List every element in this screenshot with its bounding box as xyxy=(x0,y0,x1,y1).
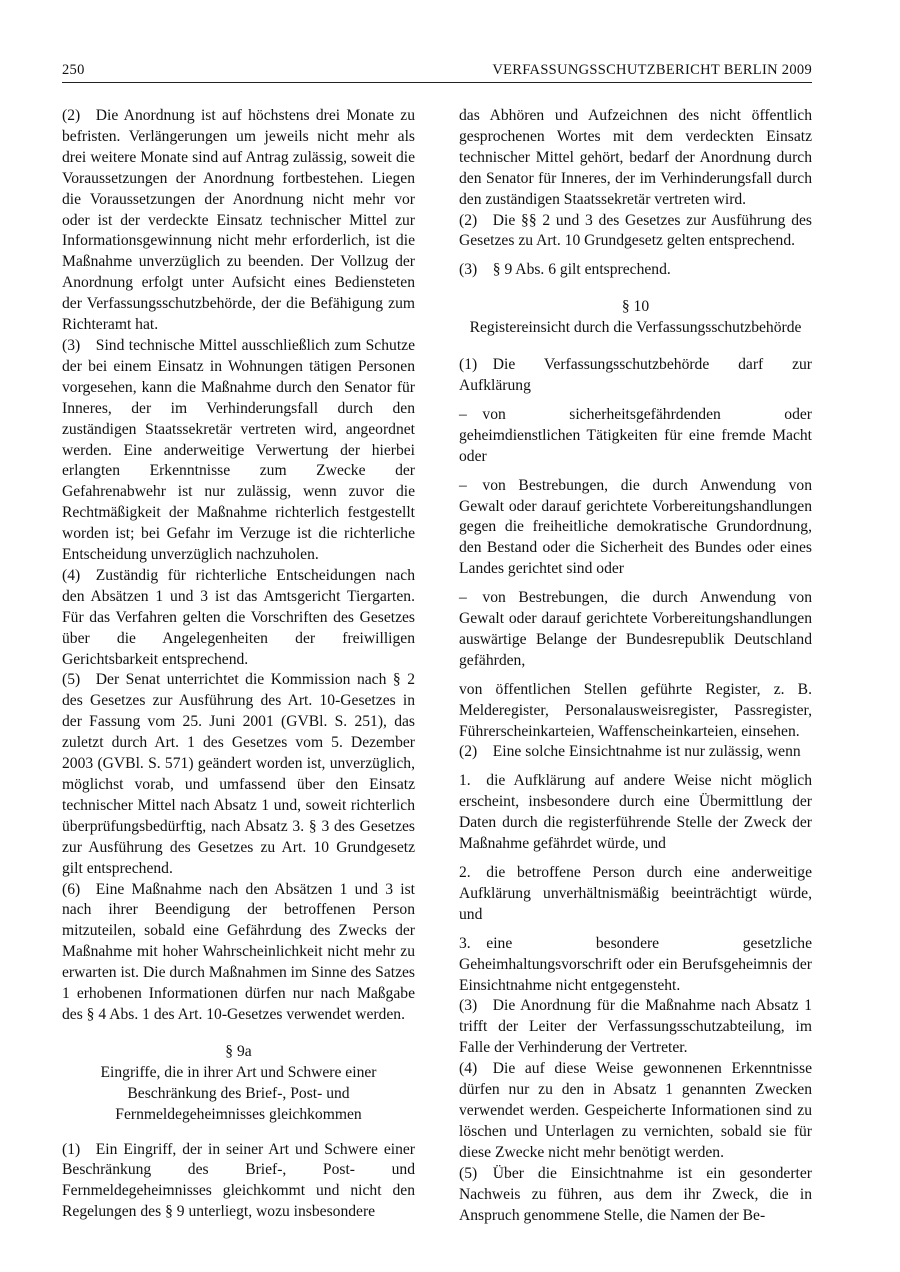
page-number: 250 xyxy=(62,62,85,78)
list-item-dash-3: – von Bestrebungen, die durch Anwendung von Gewalt oder darauf gerichtete Vorbereitungshandlungen auswärtige Belange der Bundesrepublik Deutschland gefährden, xyxy=(459,589,812,669)
paragraph-10-1: (1) Die Verfassungsschutzbehörde darf zur Aufklärung xyxy=(459,356,812,394)
right-column xyxy=(459,106,812,1226)
paragraph-10-2: (2) Eine solche Einsichtnahme ist nur zulässig, wenn xyxy=(459,743,801,761)
section-title-9a: Eingriffe, die in ihrer Art und Schwere einer Beschränkung des Brief-, Post- und Fernmeldegeheimnisses gleichkommen xyxy=(100,1063,377,1123)
list-item-numbered-2: 2. die betroffene Person durch eine anderweitige Aufklärung unverhältnismäßig beeinträchtigt würde, und xyxy=(459,864,812,923)
paragraph-10-5: (5) Über die Einsichtnahme ist ein gesonderter Nachweis zu führen, aus dem ihr Zweck, die in Anspruch genommene Stelle, die Namen der Be- xyxy=(459,1164,812,1224)
paragraph-10-3: (3) Die Anordnung für die Maßnahme nach Absatz 1 trifft der Leiter der Verfassungsschutzabteilung, im Falle der Verhinderung der Vertreter. xyxy=(459,997,812,1057)
paragraph-4: (4) Zuständig für richterliche Entscheidungen nach den Absätzen 1 und 3 ist das Amtsgericht Tiergarten. Für das Verfahren gelten die Vorschriften des Gesetzes über die Angelegenheiten der freiwilligen Gerichtsbarkeit entsprechend. xyxy=(62,566,415,668)
list-item-dash-2: – von Bestrebungen, die durch Anwendung von Gewalt oder darauf gerichtete Vorbereitungshandlungen gegen die freiheitliche demokratische Grundordnung, den Bestand oder die Sicherheit des Bundes oder eines Landes gerichtet sind oder xyxy=(459,476,812,578)
paragraph-9a-1-continued: das Abhören und Aufzeichnen des nicht öffentlich gesprochenen Wortes mit dem verdeckten Einsatz technischer Mittel gehört, bedarf der Anordnung durch den Senator für Inneres, der im Verhinderungsfall durch den zuständigen Staatssekretär vertreten wird. xyxy=(459,107,812,208)
paragraph-9a-2: (2) Die §§ 2 und 3 des Gesetzes zur Ausführung des Gesetzes zu Art. 10 Grundgesetz gelten entsprechend. xyxy=(459,211,812,250)
list-item-dash-1: – von sicherheitsgefährdenden oder geheimdienstlichen Tätigkeiten für eine fremde Macht oder xyxy=(459,405,812,465)
header-rule xyxy=(62,82,812,83)
running-header xyxy=(62,62,812,84)
paragraph-9a-3: (3) § 9 Abs. 6 gilt entsprechend. xyxy=(459,261,671,279)
paragraph-10-1-conclusion: von öffentlichen Stellen geführte Register, z. B. Melderegister, Personalausweisregister, Passregister, Führerscheinkarteien, Waffenscheinkarteien, einsehen. xyxy=(459,680,812,740)
list-item-numbered-3: 3. eine besondere gesetzliche Geheimhaltungsvorschrift oder ein Berufsgeheimnis der Einsichtnahme nicht entgegensteht. xyxy=(459,934,812,994)
section-number-9a: § 9a xyxy=(225,1042,252,1060)
left-column xyxy=(62,106,415,1223)
paragraph-3: (3) Sind technische Mittel ausschließlich zum Schutze der bei einem Einsatz in Wohnungen tätigen Personen vorgesehen, kann die Maßnahme durch den Senator für Inneres, der im Verhinderungsfall durch den zuständigen Staatssekretär vertreten wird, angeordnet werden. Eine anderweitige Verwertung der hierbei erlangten Erkenntnisse zum Zwecke der Gefahrenabwehr ist nur zulässig, wenn zuvor die Rechtmäßigkeit der Maßnahme richterlich festgestellt worden ist; bei Gefahr im Verzuge ist die richterliche Entscheidung unverzüglich nachzuholen. xyxy=(62,336,415,564)
section-title-10: Registereinsicht durch die Verfassungsschutzbehörde xyxy=(469,319,802,337)
paragraph-10-4: (4) Die auf diese Weise gewonnenen Erkenntnisse dürfen nur zu den in Absatz 1 genannten Zwecken verwendet werden. Gespeicherte Informationen sind zu löschen und Unterlagen zu vernichten, sobald sie für diese Zwecke nicht mehr benötigt werden. xyxy=(459,1060,812,1161)
paragraph-6: (6) Eine Maßnahme nach den Absätzen 1 und 3 ist nach ihrer Beendigung der betroffenen Person mitzuteilen, sobald eine Gefährdung des Zwecks der Maßnahme mit hoher Wahrscheinlichkeit nicht mehr zu erwarten ist. Die durch Maßnahmen im Sinne des Satzes 1 erhobenen Informationen dürfen nur nach Maßgabe des § 4 Abs. 1 des Art. 10-Gesetzes verwendet werden. xyxy=(62,880,415,1023)
paragraph-5: (5) Der Senat unterrichtet die Kommission nach § 2 des Gesetzes zur Ausführung des Art. 10-Gesetzes in der Fassung vom 25. Juni 2001 (GVBl. S. 251), das zuletzt durch Art. 1 des Gesetzes vom 5. Dezember 2003 (GVBl. S. 571) geändert worden ist, unverzüglich, möglichst vorab, und umfassend über den Einsatz technischer Mittel nach Absatz 1 und, soweit richterlich überprüfungsbedürftig, nach Absatz 3. § 3 des Gesetzes zur Ausführung des Gesetzes zu Art. 10 Grundgesetz gilt entsprechend. xyxy=(62,671,415,877)
paragraph-2: (2) Die Anordnung ist auf höchstens drei Monate zu befristen. Verlängerungen um jeweils nicht mehr als drei weitere Monate sind auf Antrag zulässig, soweit die Voraussetzungen der Anordnung fortbestehen. Liegen die Voraussetzungen der Anordnung nicht mehr vor oder ist der verdeckte Einsatz technischer Mittel zur Informationsgewinnung nicht mehr erforderlich, ist die Maßnahme unverzüglich zu beenden. Der Vollzug der Anordnung erfolgt unter Aufsicht eines Bediensteten der Verfassungsschutzbehörde, der die Befähigung zum Richteramt hat. xyxy=(62,107,415,334)
section-number-10: § 10 xyxy=(621,298,650,316)
running-title: VERFASSUNGSSCHUTZBERICHT BERLIN 2009 xyxy=(492,62,812,78)
list-item-numbered-1: 1. die Aufklärung auf andere Weise nicht möglich erscheint, insbesondere durch eine Übermittlung der Daten durch die registerführende Stelle der Zweck der Maßnahme gefährdet würde, und xyxy=(459,772,812,853)
paragraph-9a-1: (1) Ein Eingriff, der in seiner Art und Schwere einer Beschränkung des Brief-, Post- und Fernmeldegeheimnisses gleichkommt und nicht den Regelungen des § 9 unterliegt, wozu insbesondere xyxy=(62,1140,415,1221)
